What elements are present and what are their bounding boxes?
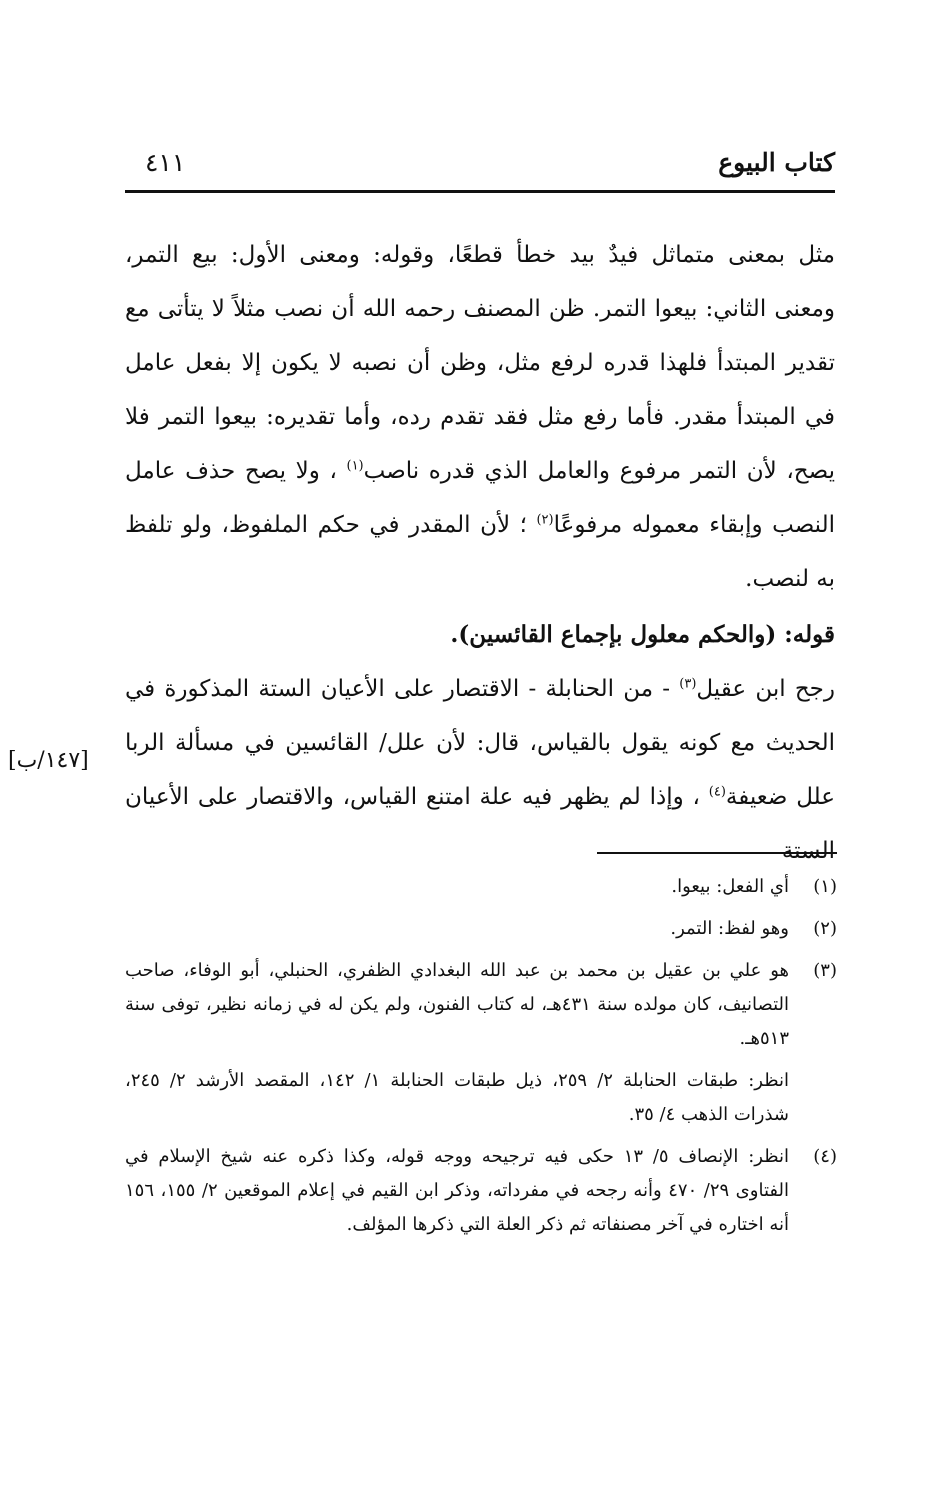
footnote-number: (٢) bbox=[813, 918, 837, 939]
page-number: ٤١١ bbox=[145, 148, 186, 177]
footnote-number: (٤) bbox=[813, 1146, 837, 1167]
footnote-number: (١) bbox=[813, 876, 837, 897]
paragraph-1: مثل بمعنى متماثل فيدٌ بيد خطأ قطعًا، وقوله: ومعنى الأول: بيع التمر، ومعنى الثاني: بيعوا التمر. ظن المصنف رحمه الله أن نصب مثلاً لا يتأتى مع تقدير المبتدأ فلهذا قدره لرفع مثل، وظن أن نصبه لا يكون إلا بفعل عامل في المبتدأ مقدر. فأما رفع مثل فقد تقدم رده، وأما تقديره: بيعوا التمر فلا يصح، لأن التمر مرفوع والعامل الذي قدره ناصب$^{(١)}$ ، ولا يصح حذف عامل النصب وإبقاء معموله مرفوعًا$^{(٢)}$ ؛ لأن المقدر في حكم الملفوظ، ولو تلفظ به لنصب. bbox=[125, 242, 835, 592]
running-header bbox=[125, 142, 835, 188]
header-rule bbox=[125, 190, 835, 193]
chapter-title: كتاب البيوع bbox=[718, 148, 835, 177]
footnote-text: أي الفعل: بيعوا. bbox=[671, 876, 789, 897]
paragraph-2: رجح ابن عقيل$^{(٣)}$ - من الحنابلة - الاقتصار على الأعيان الستة المذكورة في الحديث مع كونه يقول بالقياس، قال: لأن علل/ القائسين في مسألة الربا علل ضعيفة$^{(٤)}$ ، وإذا لم يظهر فيه علة امتنع القياس، والاقتصار على الأعيان الستة bbox=[125, 676, 836, 864]
footnote-number: (٣) bbox=[813, 960, 837, 981]
footnotes bbox=[125, 870, 837, 1250]
footnote-text: هو علي بن عقيل بن محمد بن عبد الله البغدادي الظفري، الحنبلي، أبو الوفاء، صاحب التصانيف، كان مولده سنة ٤٣١هـ، له كتاب الفنون، ولم يكن له في زمانه نظير، توفى سنة ٥١٣هـ. bbox=[125, 960, 789, 1049]
manuscript-folio-marker: [١٤٧/ب] bbox=[8, 748, 89, 773]
footnote-text: وهو لفظ: التمر. bbox=[670, 918, 789, 939]
footnote-text: انظر: الإنصاف ٥/ ١٣ حكى فيه ترجيحه ووجه قوله، وكذا ذكره عنه شيخ الإسلام في الفتاوى ٢٩/ ٤٧٠ وأنه رجحه في مفرداته، وذكر ابن القيم في إعلام الموقعين ٢/ ١٥٥، ١٥٦ أنه اختاره في آخر مصنفاته ثم ذكر العلة التي ذكرها المؤلف. bbox=[125, 1146, 789, 1235]
quote-heading: قوله: (والحكم معلول بإجماع القائسين). bbox=[450, 621, 835, 648]
footnote bbox=[125, 912, 837, 946]
footnote bbox=[125, 870, 837, 904]
footnote bbox=[125, 1140, 837, 1242]
footnote-ref-4: (٤) bbox=[708, 784, 726, 800]
footnote-separator bbox=[597, 852, 837, 854]
footnote-reference-list: انظر: طبقات الحنابلة ٢/ ٢٥٩، ذيل طبقات الحنابلة ١/ ١٤٢، المقصد الأرشد ٢/ ٢٤٥، شذرات الذهب ٤/ ٣٥. bbox=[125, 1070, 789, 1125]
footnote-ref-3: (٣) bbox=[679, 676, 697, 692]
footnote-ref-2: (٢) bbox=[536, 512, 554, 528]
footnote-ref-1: (١) bbox=[346, 458, 364, 474]
main-text bbox=[125, 228, 835, 878]
footnote bbox=[125, 954, 837, 1056]
